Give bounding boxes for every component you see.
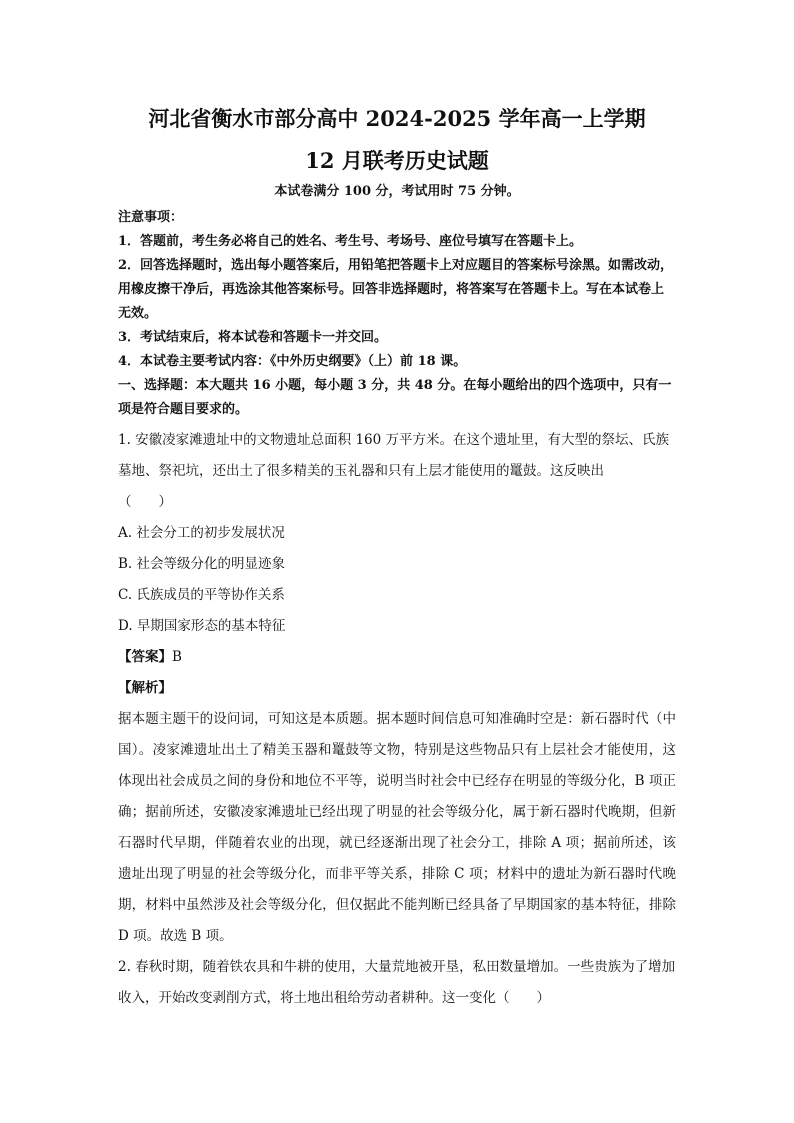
notes-section	[118, 206, 676, 374]
question-1-answer	[118, 642, 676, 673]
question-1-option-a: A. 社会分工的初步发展状况	[118, 525, 285, 541]
notes-heading: 注意事项：	[118, 210, 184, 225]
question-1-option-c: C. 氏族成员的平等协作关系	[118, 587, 285, 603]
answer-value: B	[172, 649, 182, 665]
note-item-1: 1．答题前，考生务必将自己的姓名、考生号、考场号、座位号填写在答题卡上。	[118, 234, 583, 249]
analysis-body: 据本题主题干的设问词，可知这是本质题。据本题时间信息可知准确时空是：新石器时代（中国）。凌家滩遗址出土了精美玉器和鼍鼓等文物，特别是这些物品只有上层社会才能使用，这体现出社会成员之间的身份和地位不平等，说明当时社会中已经存在明显的等级分化，B 项正确；据前所述，安徽凌家滩遗址已经出现了明显的社会等级分化，属于新石器时代晚期，但新石器时代早期，伴随着农业的出现，就已经逐渐出现了社会分工，排除 A 项；据前所述，该遗址出现了明显的社会等级分化，而非平等关系，排除 C 项；材料中的遗址为新石器时代晚期，材料中虽然涉及社会等级分化，但仅据此不能判断已经具备了早期国家的基本特征，排除 D 项。故选 B 项。	[118, 711, 676, 944]
section-heading: 一、选择题：本大题共 16 小题，每小题 3 分，共 48 分。在每小题给出的四个选项中，只有一项是符合题目要求的。	[118, 378, 672, 417]
exam-title-line1: 河北省衡水市部分高中 2024-2025 学年高一上学期	[148, 106, 646, 131]
note-item-2: 2．回答选择题时，选出每小题答案后，用铅笔把答题卡上对应题目的答案标号涂黑。如需改动，用橡皮擦干净后，再选涂其他答案标号。回答非选择题时，将答案写在答题卡上。写在本试卷上无效。	[118, 258, 674, 321]
note-item-4: 4．本试卷主要考试内容：《中外历史纲要》（上）前 18 课。	[118, 354, 467, 369]
exam-subtitle: 本试卷满分 100 分，考试用时 75 分钟。	[274, 184, 520, 199]
question-1-paren: （ ）	[118, 494, 172, 510]
answer-tag: 【答案】	[118, 649, 172, 665]
note-item-3: 3．考试结束后，将本试卷和答题卡一并交回。	[118, 330, 388, 345]
exam-title-line2: 12 月联考历史试题	[305, 148, 489, 173]
question-1-option-d: D. 早期国家形态的基本特征	[118, 618, 286, 634]
question-1	[118, 425, 676, 952]
analysis-heading: 【解析】	[118, 680, 172, 696]
question-2-stem: 2. 春秋时期，随着铁农具和牛耕的使用，大量荒地被开垦，私田数量增加。一些贵族为了增加收入，开始改变剥削方式，将土地出租给劳动者耕种。这一变化（ ）	[118, 959, 676, 1006]
question-1-stem: 1. 安徽凌家滩遗址中的文物遗址总面积 160 万平方米。在这个遗址里，有大型的祭坛、氏族墓地、祭祀坑，还出土了很多精美的玉礼器和只有上层才能使用的鼍鼓。这反映出	[118, 432, 670, 479]
question-1-option-b: B. 社会等级分化的明显迹象	[118, 556, 286, 572]
question-2	[118, 952, 676, 1014]
exam-page	[118, 96, 676, 1014]
